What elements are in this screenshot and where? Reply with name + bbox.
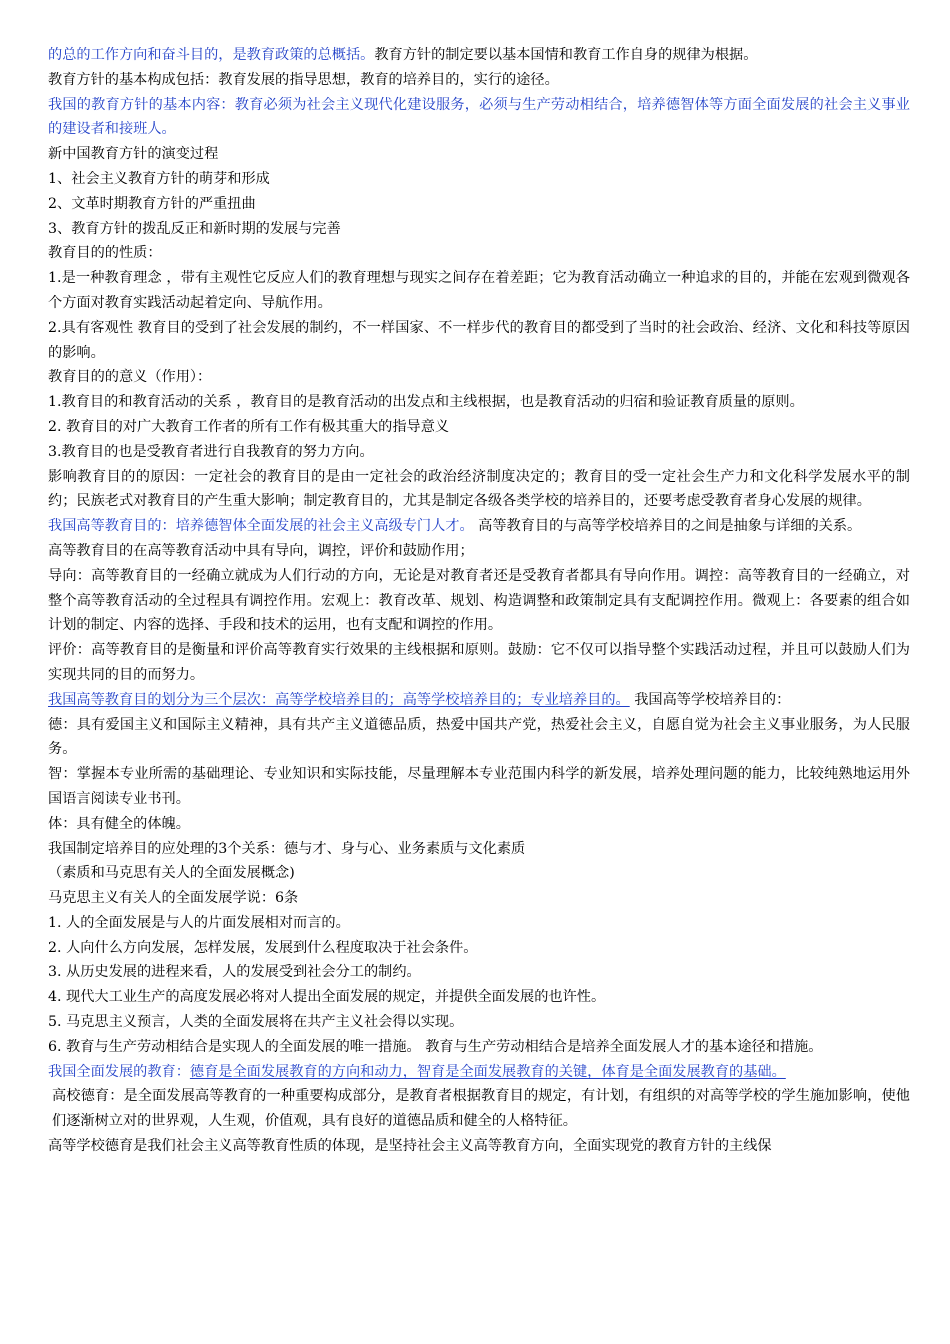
body-text: 高等教育目的与高等学校培养目的之间是抽象与详细的关系。	[473, 518, 862, 535]
list-item: 2. 人向什么方向发展，怎样发展，发展到什么程度取决于社会条件。	[48, 939, 478, 956]
body-text: 我国高等学校培养目的：	[629, 691, 791, 708]
section-heading: 教育目的的意义（作用）：	[48, 369, 212, 386]
paragraph-education-policy	[48, 43, 910, 68]
paragraph: 影响教育目的的原因：一定社会的教育目的是由一定社会的政治经济制度决定的；教育目的受一定社会生产力和文化科学发展水平的制约；民族老式对教育目的产生重大影响；制定教育目的，尤其是制定各级各类学校的培养目的，还要考虑受教育者身心发展的规律。	[48, 468, 910, 510]
list-item: 6. 教育与生产劳动相结合是实现人的全面发展的唯一措施。 教育与生产劳动相结合是培养全面发展人才的基本途径和措施。	[48, 1038, 823, 1055]
highlight-text: 我国全面发展的教育：	[48, 1063, 190, 1080]
body-text: 教育方针的制定要以基本国情和教育工作自身的规律为根据。	[374, 47, 758, 63]
paragraph: 高等教育目的在高等教育活动中具有导向，调控，评价和鼓励作用；	[48, 542, 474, 559]
list-item: 4. 现代大工业生产的高度发展必将对人提出全面发展的规定，并提供全面发展的也许性。	[48, 989, 606, 1006]
list-item: 1.是一种教育理念 ，带有主观性它反应人们的教育理想与现实之间存在着差距；它为教育活动确立一种追求的目的，并能在宏观到微观各个方面对教育实践活动起着定向、导航作用。	[48, 270, 910, 311]
paragraph-all-round-education	[48, 1060, 910, 1085]
paragraph: 评价：高等教育目的是衡量和评价高等教育实行效果的主线根据和原则。鼓励：它不仅可以指导整个实践活动过程，并且可以鼓励人们为实现共同的目的而努力。	[48, 642, 910, 683]
paragraph-three-levels	[48, 688, 910, 713]
underlined-highlight-text: 德育是全面发展教育的方向和动力，智育是全面发展教育的关键，体育是全面发展教育的基础。	[189, 1063, 786, 1080]
paragraph: 德：具有爱国主义和国际主义精神，具有共产主义道德品质，热爱中国共产党，热爱社会主义，自愿自觉为社会主义事业服务，为人民服务。	[48, 716, 910, 758]
list-item: 5. 马克思主义预言，人类的全面发展将在共产主义社会得以实现。	[48, 1014, 464, 1031]
list-item: 1. 人的全面发展是与人的片面发展相对而言的。	[48, 914, 350, 931]
highlight-text: 的总的工作方向和奋斗目的，是教育政策的总概括。	[48, 47, 375, 63]
list-item: 3、教育方针的拨乱反正和新时期的发展与完善	[48, 220, 341, 237]
list-item: 3. 从历史发展的进程来看，人的发展受到社会分工的制约。	[48, 964, 421, 981]
list-item: 2.具有客观性 教育目的受到了社会发展的制约，不一样国家、不一样步代的教育目的都受到了当时的社会政治、经济、文化和科技等原因的影响。	[48, 319, 910, 361]
paragraph-higher-education-aim	[48, 514, 910, 539]
paragraph: 智：掌握本专业所需的基础理论、专业知识和实际技能，尽量理解本专业范围内科学的新发展，培养处理问题的能力，比较纯熟地运用外国语言阅读专业书刊。	[48, 766, 910, 807]
highlight-text: 我国高等教育目的：培养德智体全面发展的社会主义高级专门人才。	[48, 518, 474, 535]
paragraph: 我国制定培养目的应处理的3个关系：德与才、身与心、业务素质与文化素质	[48, 840, 526, 857]
section-heading: 马克思主义有关人的全面发展学说：6条	[48, 890, 299, 907]
paragraph: 体：具有健全的体魄。	[48, 815, 190, 832]
section-heading: 新中国教育方针的演变过程	[48, 146, 219, 163]
underlined-highlight-text: 我国高等教育目的划分为三个层次：高等学校培养目的；高等学校培养目的；专业培养目的。	[48, 691, 630, 708]
highlight-paragraph: 我国的教育方针的基本内容：教育必须为社会主义现代化建设服务，必须与生产劳动相结合，培养德智体等方面全面发展的社会主义事业的建设者和接班人。	[48, 96, 910, 138]
paragraph: 教育方针的基本构成包括：教育发展的指导思想，教育的培养目的，实行的途径。	[48, 71, 559, 88]
paragraph: 高校德育：是全面发展高等教育的一种重要构成部分，是教育者根据教育目的规定，有计划，有组织的对高等学校的学生施加影响，使他们逐渐树立对的世界观，人生观，价值观，具有良好的道德品质和健全的人格特征。	[52, 1088, 910, 1130]
list-item: 1、社会主义教育方针的萌芽和形成	[48, 170, 270, 187]
list-item: 2、文革时期教育方针的严重扭曲	[48, 195, 256, 212]
paragraph: （素质和马克思有关人的全面发展概念)	[48, 865, 295, 882]
list-item: 3.教育目的也是受教育者进行自我教育的努力方向。	[48, 443, 374, 460]
section-heading: 教育目的的性质：	[48, 245, 162, 262]
list-item: 2. 教育目的对广大教育工作者的所有工作有极其重大的指导意义	[48, 418, 450, 435]
list-item: 1.教育目的和教育活动的关系 ，教育目的是教育活动的出发点和主线根据，也是教育活动的归宿和验证教育质量的原则。	[48, 394, 804, 411]
paragraph: 导向：高等教育目的一经确立就成为人们行动的方向，无论是对教育者还是受教育者都具有导向作用。调控：高等教育目的一经确立，对整个高等教育活动的全过程具有调控作用。宏观上：教育改革、规划、构造调整和政策制定具有支配调控作用。微观上：各要素的组合如计划的制定、内容的选择、手段和技术的运用，也有支配和调控的作用。	[48, 567, 910, 634]
paragraph: 高等学校德育是我们社会主义高等教育性质的体现，是坚持社会主义高等教育方向，全面实现党的教育方针的主线保	[48, 1138, 772, 1155]
